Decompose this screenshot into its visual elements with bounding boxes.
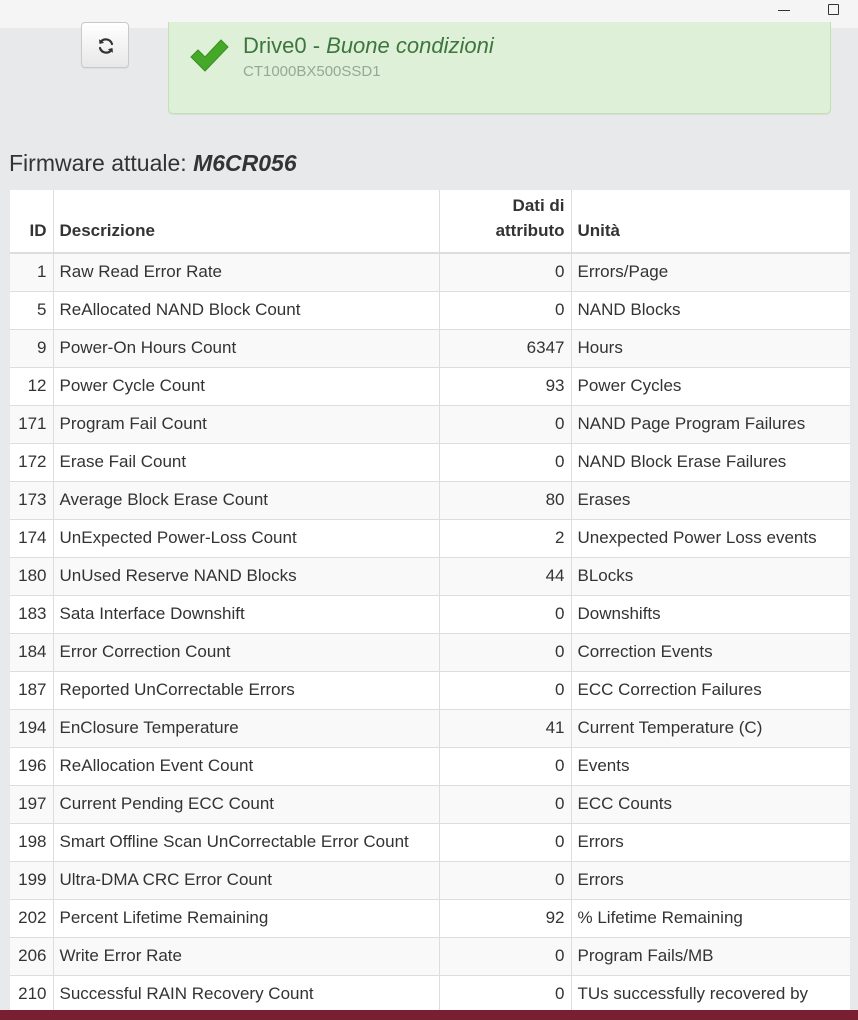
cell-id: 196 xyxy=(10,747,53,785)
cell-description: Error Correction Count xyxy=(53,633,439,671)
minimize-button[interactable] xyxy=(764,0,804,22)
table-row xyxy=(10,557,850,595)
table-row xyxy=(10,367,850,405)
cell-unit: ECC Correction Failures xyxy=(571,671,850,709)
cell-unit: Power Cycles xyxy=(571,367,850,405)
cell-unit: Current Temperature (C) xyxy=(571,709,850,747)
cell-description: Sata Interface Downshift xyxy=(53,595,439,633)
table-row xyxy=(10,481,850,519)
cell-value: 92 xyxy=(439,899,571,937)
refresh-icon xyxy=(97,37,115,55)
cell-value: 0 xyxy=(439,785,571,823)
drive-model: CT1000BX500SSD1 xyxy=(243,63,381,80)
cell-description: Successful RAIN Recovery Count xyxy=(53,975,439,1013)
cell-unit: NAND Block Erase Failures xyxy=(571,443,850,481)
cell-value: 0 xyxy=(439,253,571,291)
cell-description: Percent Lifetime Remaining xyxy=(53,899,439,937)
header-unit[interactable]: Unità xyxy=(571,190,850,253)
table-row xyxy=(10,709,850,747)
cell-description: EnClosure Temperature xyxy=(53,709,439,747)
firmware-version: M6CR056 xyxy=(193,150,297,176)
cell-description: UnExpected Power-Loss Count xyxy=(53,519,439,557)
cell-unit: Correction Events xyxy=(571,633,850,671)
cell-value: 0 xyxy=(439,861,571,899)
table-row xyxy=(10,861,850,899)
cell-unit: Errors xyxy=(571,861,850,899)
cell-value: 0 xyxy=(439,405,571,443)
cell-id: 173 xyxy=(10,481,53,519)
cell-value: 2 xyxy=(439,519,571,557)
maximize-button[interactable] xyxy=(816,0,856,22)
table-row xyxy=(10,595,850,633)
cell-id: 1 xyxy=(10,253,53,291)
cell-id: 180 xyxy=(10,557,53,595)
cell-description: Write Error Rate xyxy=(53,937,439,975)
cell-unit: Errors xyxy=(571,823,850,861)
cell-id: 5 xyxy=(10,291,53,329)
cell-unit: Downshifts xyxy=(571,595,850,633)
cell-description: Average Block Erase Count xyxy=(53,481,439,519)
cell-id: 197 xyxy=(10,785,53,823)
cell-description: Erase Fail Count xyxy=(53,443,439,481)
cell-value: 0 xyxy=(439,937,571,975)
cell-unit: NAND Blocks xyxy=(571,291,850,329)
table-header-row xyxy=(10,190,850,253)
cell-unit: TUs successfully recovered by xyxy=(571,975,850,1013)
header-description[interactable]: Descrizione xyxy=(53,190,439,253)
cell-value: 0 xyxy=(439,443,571,481)
cell-description: UnUsed Reserve NAND Blocks xyxy=(53,557,439,595)
table-row xyxy=(10,671,850,709)
cell-id: 184 xyxy=(10,633,53,671)
cell-value: 0 xyxy=(439,291,571,329)
table-row xyxy=(10,747,850,785)
header-value-line2: attributo xyxy=(495,221,565,240)
cell-id: 9 xyxy=(10,329,53,367)
cell-unit: Errors/Page xyxy=(571,253,850,291)
check-icon xyxy=(189,38,229,74)
cell-value: 80 xyxy=(439,481,571,519)
minimize-icon xyxy=(778,10,790,11)
cell-unit: Hours xyxy=(571,329,850,367)
table-row xyxy=(10,443,850,481)
cell-id: 206 xyxy=(10,937,53,975)
cell-unit: Events xyxy=(571,747,850,785)
cell-unit: Program Fails/MB xyxy=(571,937,850,975)
cell-description: Raw Read Error Rate xyxy=(53,253,439,291)
cell-value: 41 xyxy=(439,709,571,747)
cell-id: 199 xyxy=(10,861,53,899)
cell-value: 0 xyxy=(439,747,571,785)
cell-unit: Unexpected Power Loss events xyxy=(571,519,850,557)
firmware-heading xyxy=(9,150,297,177)
cell-value: 6347 xyxy=(439,329,571,367)
title-separator: - xyxy=(306,33,327,58)
table-row xyxy=(10,937,850,975)
table-row xyxy=(10,329,850,367)
cell-id: 202 xyxy=(10,899,53,937)
cell-description: ReAllocation Event Count xyxy=(53,747,439,785)
cell-id: 210 xyxy=(10,975,53,1013)
cell-id: 174 xyxy=(10,519,53,557)
cell-description: Current Pending ECC Count xyxy=(53,785,439,823)
cell-unit: Erases xyxy=(571,481,850,519)
drive-title xyxy=(243,33,494,59)
header-value-line1: Dati di xyxy=(512,196,565,215)
table-row xyxy=(10,899,850,937)
cell-unit: BLocks xyxy=(571,557,850,595)
cell-description: Power Cycle Count xyxy=(53,367,439,405)
cell-description: Ultra-DMA CRC Error Count xyxy=(53,861,439,899)
cell-unit: ECC Counts xyxy=(571,785,850,823)
table-row xyxy=(10,785,850,823)
smart-attributes-table xyxy=(10,190,850,1013)
cell-description: ReAllocated NAND Block Count xyxy=(53,291,439,329)
cell-value: 44 xyxy=(439,557,571,595)
cell-value: 0 xyxy=(439,823,571,861)
drive-name: Drive0 xyxy=(243,33,307,58)
cell-id: 12 xyxy=(10,367,53,405)
maximize-icon xyxy=(828,4,839,15)
taskbar-edge xyxy=(0,1010,858,1020)
header-value[interactable] xyxy=(439,190,571,253)
header-id[interactable]: ID xyxy=(10,190,53,253)
cell-id: 198 xyxy=(10,823,53,861)
cell-value: 0 xyxy=(439,595,571,633)
refresh-button[interactable] xyxy=(81,22,129,68)
table-row xyxy=(10,823,850,861)
cell-id: 183 xyxy=(10,595,53,633)
drive-condition: Buone condizioni xyxy=(326,33,494,58)
cell-unit: NAND Page Program Failures xyxy=(571,405,850,443)
cell-value: 0 xyxy=(439,671,571,709)
table-row xyxy=(10,405,850,443)
cell-id: 194 xyxy=(10,709,53,747)
table-row xyxy=(10,519,850,557)
drive-status-panel xyxy=(168,22,831,114)
table-row xyxy=(10,291,850,329)
smart-attributes-table-container[interactable] xyxy=(10,190,850,1020)
cell-id: 172 xyxy=(10,443,53,481)
cell-description: Reported UnCorrectable Errors xyxy=(53,671,439,709)
table-row xyxy=(10,253,850,291)
cell-description: Power-On Hours Count xyxy=(53,329,439,367)
firmware-label: Firmware attuale: xyxy=(9,150,194,176)
cell-id: 171 xyxy=(10,405,53,443)
table-row xyxy=(10,975,850,1013)
cell-value: 93 xyxy=(439,367,571,405)
cell-value: 0 xyxy=(439,633,571,671)
cell-description: Smart Offline Scan UnCorrectable Error Count xyxy=(53,823,439,861)
cell-unit: % Lifetime Remaining xyxy=(571,899,850,937)
cell-id: 187 xyxy=(10,671,53,709)
cell-description: Program Fail Count xyxy=(53,405,439,443)
cell-value: 0 xyxy=(439,975,571,1013)
table-row xyxy=(10,633,850,671)
